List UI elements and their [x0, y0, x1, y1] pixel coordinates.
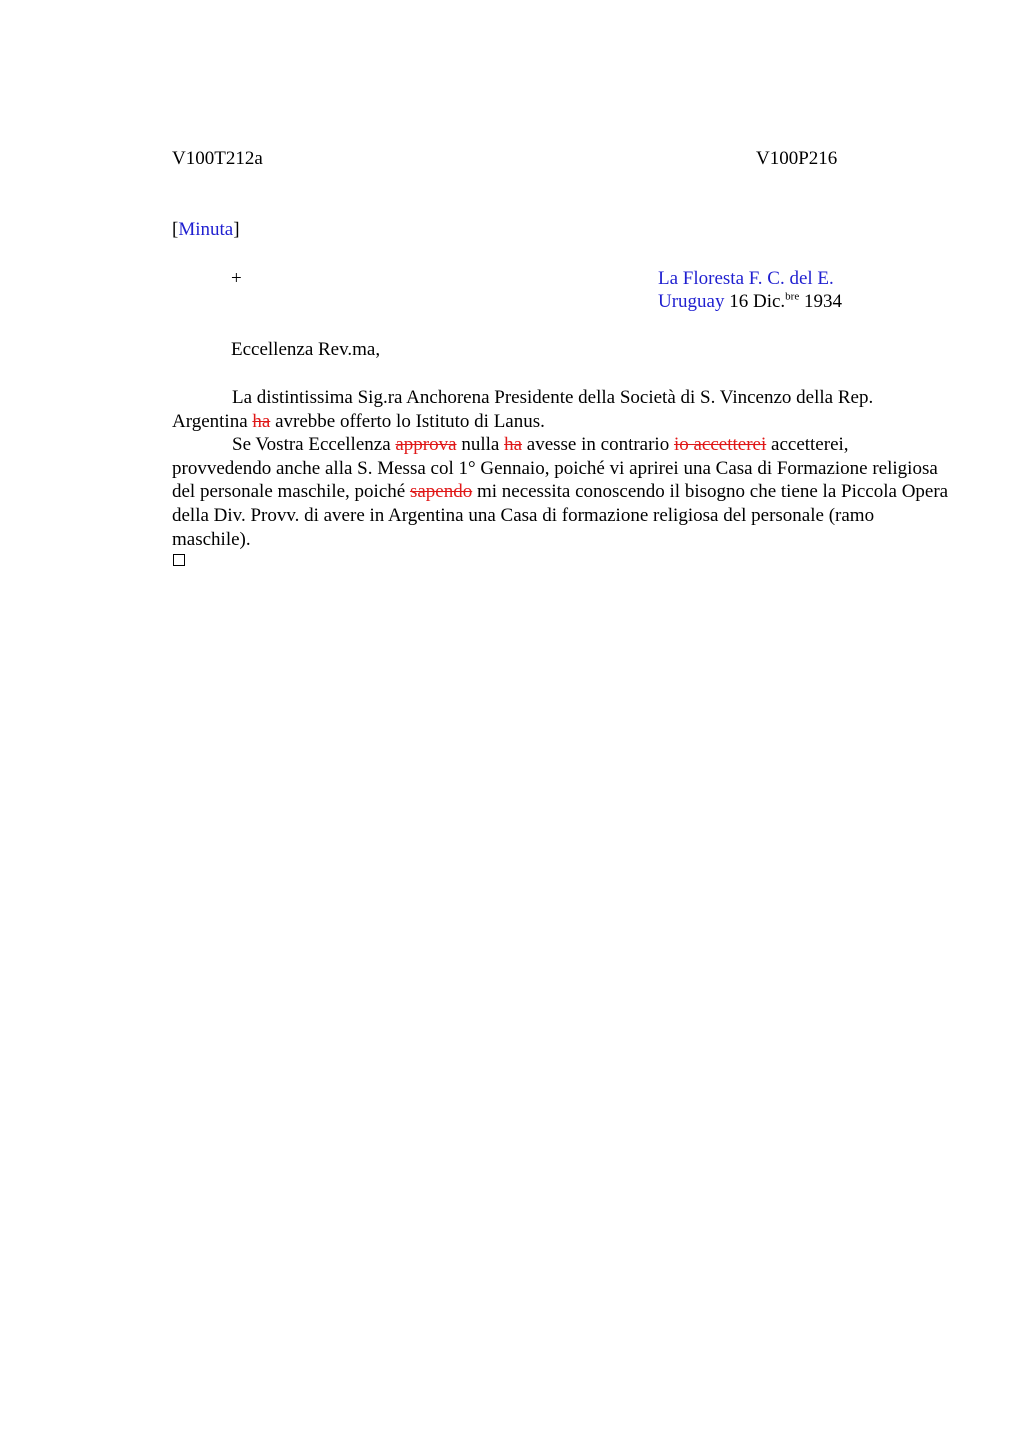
p2-text-1: Se Vostra Eccellenza — [232, 434, 396, 456]
header-right-code: V100P216 — [756, 148, 838, 169]
p2-text-5: mi necessita conoscendo il bisogno che tiene la Piccola Opera della Div. Provv. di avere in Argentina una Casa di formazione religiosa del personale (ramo maschile). — [172, 481, 949, 550]
salutation: Eccellenza Rev.ma, — [231, 339, 381, 360]
label-minuta: Minuta — [178, 219, 234, 240]
letter-body — [172, 386, 952, 551]
p2-deletion-2: ha — [504, 434, 523, 456]
p2-text-2: nulla — [456, 434, 505, 456]
place-date-line-2 — [658, 291, 842, 313]
p2-deletion-1: approva — [395, 434, 457, 456]
p1-deletion-1: ha — [252, 410, 271, 432]
p2-text-3: avesse in contrario — [522, 434, 674, 456]
paragraph-2 — [172, 433, 952, 551]
cross-symbol: + — [231, 268, 242, 289]
end-of-document-box — [173, 554, 185, 566]
place-name: La Floresta F. C. del E. — [658, 268, 834, 289]
p2-deletion-4: sapendo — [409, 481, 473, 503]
p1-text-2: avrebbe offerto lo Istituto di Lanus. — [270, 410, 545, 432]
label-open-bracket: [ — [172, 219, 179, 240]
label-close-bracket: ] — [233, 219, 240, 240]
p1-text-1: La distintissima Sig.ra Anchorena Presidente della Società di S. Vincenzo della Rep. Argentina — [172, 387, 874, 432]
document-type-label — [172, 219, 240, 241]
p2-deletion-3: io accetterei — [673, 434, 767, 456]
date-superscript: bre — [785, 290, 800, 303]
header-left-code: V100T212a — [172, 148, 263, 169]
date-year: 1934 — [799, 291, 842, 312]
p2-text-4: accetterei, provvedendo anche alla S. Messa col 1° Gennaio, poiché vi aprirei una Casa di Formazione religiosa del personale maschile, poiché — [172, 434, 938, 503]
paragraph-1 — [172, 386, 952, 433]
place-country: Uruguay — [658, 291, 725, 312]
place-line-1 — [658, 268, 834, 290]
date-day-month: 16 Dic. — [724, 291, 786, 312]
